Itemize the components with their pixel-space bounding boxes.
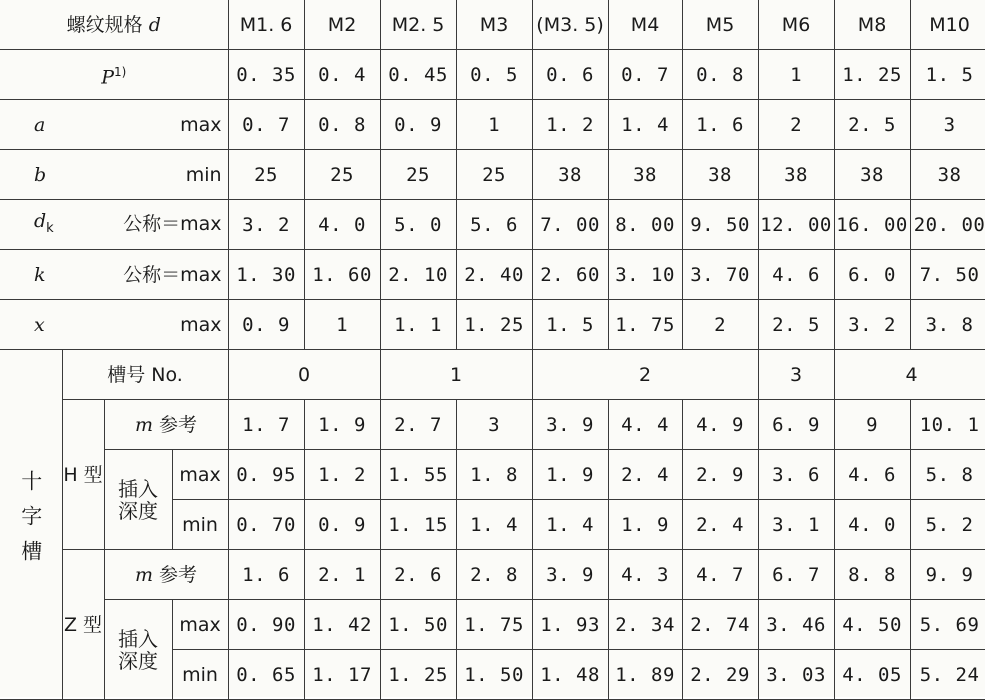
h-m-value: 3 xyxy=(456,400,532,450)
k-value: 1. 30 xyxy=(228,250,304,300)
h-m-value: 4. 4 xyxy=(608,400,682,450)
z-min-value: 1. 89 xyxy=(608,650,682,700)
k-label-cell xyxy=(0,250,228,300)
spec-label-cell xyxy=(0,0,228,50)
h-m-value: 10. 1 xyxy=(910,400,985,450)
x-value: 2 xyxy=(682,300,758,350)
z-max-value: 3. 46 xyxy=(758,600,834,650)
size-header: M2. 5 xyxy=(380,0,456,50)
pitch-value: 0. 35 xyxy=(228,50,304,100)
k-value: 2. 60 xyxy=(532,250,608,300)
h-min-value: 0. 9 xyxy=(304,500,380,550)
a-value: 0. 9 xyxy=(380,100,456,150)
dk-value: 20. 00 xyxy=(910,200,985,250)
b-value: 38 xyxy=(834,150,910,200)
k-value: 2. 40 xyxy=(456,250,532,300)
z-max-value: 1. 50 xyxy=(380,600,456,650)
h-m-value: 1. 7 xyxy=(228,400,304,450)
z-type-label: Z 型 xyxy=(63,613,103,636)
dk-value: 7. 00 xyxy=(532,200,608,250)
z-max-value: 4. 50 xyxy=(834,600,910,650)
b-value: 38 xyxy=(758,150,834,200)
z-min-value: 1. 50 xyxy=(456,650,532,700)
z-m-value: 2. 1 xyxy=(304,550,380,600)
h-m-suffix: 参考 xyxy=(159,413,198,436)
h-min-value: 1. 9 xyxy=(608,500,682,550)
z-min-label: min xyxy=(172,650,228,700)
row-dk xyxy=(0,200,985,250)
z-type-label-cell xyxy=(62,550,104,700)
b-value: 25 xyxy=(304,150,380,200)
pitch-value: 1 xyxy=(758,50,834,100)
h-max-value: 1. 2 xyxy=(304,450,380,500)
size-header: M6 xyxy=(758,0,834,50)
z-min-value: 0. 65 xyxy=(228,650,304,700)
pitch-value: 0. 6 xyxy=(532,50,608,100)
x-value: 3. 2 xyxy=(834,300,910,350)
h-min-value: 1. 15 xyxy=(380,500,456,550)
header-row xyxy=(0,0,985,50)
z-m-value: 1. 6 xyxy=(228,550,304,600)
a-value: 2. 5 xyxy=(834,100,910,150)
z-max-value: 1. 93 xyxy=(532,600,608,650)
size-header: M4 xyxy=(608,0,682,50)
z-min-value: 3. 03 xyxy=(758,650,834,700)
z-m-value: 3. 9 xyxy=(532,550,608,600)
a-value: 3 xyxy=(910,100,985,150)
z-min-value: 1. 48 xyxy=(532,650,608,700)
h-max-value: 3. 6 xyxy=(758,450,834,500)
k-value: 4. 6 xyxy=(758,250,834,300)
h-min-value: 2. 4 xyxy=(682,500,758,550)
k-symbol: k xyxy=(34,263,46,286)
slot-number: 3 xyxy=(758,350,834,400)
h-m-label-cell xyxy=(104,400,228,450)
k-value: 3. 70 xyxy=(682,250,758,300)
row-b xyxy=(0,150,985,200)
row-h-max xyxy=(0,450,985,500)
cross-recess-label-cell xyxy=(0,350,62,700)
z-m-value: 2. 8 xyxy=(456,550,532,600)
z-depth-label-2: 深度 xyxy=(118,648,158,673)
z-min-value: 4. 05 xyxy=(834,650,910,700)
z-depth-label-cell xyxy=(104,600,172,700)
h-min-label: min xyxy=(172,500,228,550)
pitch-value: 0. 45 xyxy=(380,50,456,100)
h-m-value: 9 xyxy=(834,400,910,450)
x-label-cell xyxy=(0,300,228,350)
z-min-value: 5. 24 xyxy=(910,650,985,700)
size-header: M10 xyxy=(910,0,985,50)
pitch-value: 0. 4 xyxy=(304,50,380,100)
dk-value: 5. 6 xyxy=(456,200,532,250)
x-symbol: x xyxy=(34,313,45,336)
h-max-value: 2. 9 xyxy=(682,450,758,500)
h-depth-label-1: 插入 xyxy=(118,476,158,501)
h-max-value: 1. 8 xyxy=(456,450,532,500)
a-value: 1 xyxy=(456,100,532,150)
b-value: 38 xyxy=(910,150,985,200)
pitch-value: 1. 5 xyxy=(910,50,985,100)
z-min-value: 1. 25 xyxy=(380,650,456,700)
z-m-value: 6. 7 xyxy=(758,550,834,600)
pitch-footnote: 1) xyxy=(114,64,127,79)
b-value: 25 xyxy=(380,150,456,200)
b-value: 38 xyxy=(608,150,682,200)
dk-symbol: d xyxy=(34,209,47,232)
row-x xyxy=(0,300,985,350)
a-value: 0. 8 xyxy=(304,100,380,150)
z-m-symbol: m xyxy=(134,563,153,586)
h-max-value: 0. 95 xyxy=(228,450,304,500)
a-value: 0. 7 xyxy=(228,100,304,150)
h-min-value: 3. 1 xyxy=(758,500,834,550)
pitch-value: 0. 8 xyxy=(682,50,758,100)
x-value: 1 xyxy=(304,300,380,350)
a-symbol: a xyxy=(34,113,46,136)
row-h-m xyxy=(0,400,985,450)
pitch-value: 0. 7 xyxy=(608,50,682,100)
h-max-value: 1. 55 xyxy=(380,450,456,500)
dk-subscript: k xyxy=(46,220,54,236)
z-max-value: 2. 74 xyxy=(682,600,758,650)
dk-label-cell xyxy=(0,200,228,250)
a-qualifier: max xyxy=(180,113,222,136)
h-m-value: 1. 9 xyxy=(304,400,380,450)
k-qualifier: 公称＝max xyxy=(123,263,222,286)
h-min-value: 4. 0 xyxy=(834,500,910,550)
k-value: 2. 10 xyxy=(380,250,456,300)
z-max-value: 1. 42 xyxy=(304,600,380,650)
z-m-value: 4. 7 xyxy=(682,550,758,600)
z-m-suffix: 参考 xyxy=(159,563,198,586)
x-value: 1. 25 xyxy=(456,300,532,350)
z-m-value: 2. 6 xyxy=(380,550,456,600)
h-m-value: 6. 9 xyxy=(758,400,834,450)
slot-number: 0 xyxy=(228,350,380,400)
h-max-value: 4. 6 xyxy=(834,450,910,500)
h-min-value: 0. 70 xyxy=(228,500,304,550)
a-value: 1. 4 xyxy=(608,100,682,150)
z-depth-label-1: 插入 xyxy=(118,626,158,651)
h-min-value: 1. 4 xyxy=(456,500,532,550)
h-m-value: 2. 7 xyxy=(380,400,456,450)
row-pitch xyxy=(0,50,985,100)
b-symbol: b xyxy=(34,163,47,186)
z-min-value: 2. 29 xyxy=(682,650,758,700)
h-max-label: max xyxy=(172,450,228,500)
pitch-label-cell xyxy=(0,50,228,100)
slot-number: 1 xyxy=(380,350,532,400)
dk-value: 4. 0 xyxy=(304,200,380,250)
dk-value: 3. 2 xyxy=(228,200,304,250)
h-min-value: 1. 4 xyxy=(532,500,608,550)
z-max-value: 5. 69 xyxy=(910,600,985,650)
row-slot-number xyxy=(0,350,985,400)
z-max-value: 0. 90 xyxy=(228,600,304,650)
x-qualifier: max xyxy=(180,313,222,336)
z-m-label-cell xyxy=(104,550,228,600)
a-label-cell xyxy=(0,100,228,150)
b-qualifier: min xyxy=(185,163,222,186)
size-header: M8 xyxy=(834,0,910,50)
k-value: 1. 60 xyxy=(304,250,380,300)
k-value: 6. 0 xyxy=(834,250,910,300)
x-value: 1. 75 xyxy=(608,300,682,350)
dk-value: 8. 00 xyxy=(608,200,682,250)
slot-label: 槽号 No. xyxy=(107,363,183,386)
b-value: 25 xyxy=(228,150,304,200)
z-max-value: 2. 34 xyxy=(608,600,682,650)
dk-qualifier: 公称＝max xyxy=(123,213,222,236)
h-max-value: 1. 9 xyxy=(532,450,608,500)
k-value: 7. 50 xyxy=(910,250,985,300)
k-value: 3. 10 xyxy=(608,250,682,300)
size-header: M1. 6 xyxy=(228,0,304,50)
a-value: 1. 6 xyxy=(682,100,758,150)
row-z-max xyxy=(0,600,985,650)
cross-recess-label: 十字槽 xyxy=(18,469,43,575)
x-value: 3. 8 xyxy=(910,300,985,350)
dk-value: 9. 50 xyxy=(682,200,758,250)
a-value: 2 xyxy=(758,100,834,150)
dk-value: 16. 00 xyxy=(834,200,910,250)
h-m-value: 3. 9 xyxy=(532,400,608,450)
z-m-value: 9. 9 xyxy=(910,550,985,600)
dk-value: 5. 0 xyxy=(380,200,456,250)
b-label-cell xyxy=(0,150,228,200)
x-value: 1. 5 xyxy=(532,300,608,350)
row-a xyxy=(0,100,985,150)
x-value: 1. 1 xyxy=(380,300,456,350)
h-type-label-cell xyxy=(62,400,104,550)
spec-label: 螺纹规格 xyxy=(66,13,143,36)
h-m-symbol: m xyxy=(134,413,153,436)
pitch-symbol: P xyxy=(101,66,114,89)
b-value: 38 xyxy=(532,150,608,200)
h-depth-label-2: 深度 xyxy=(118,498,158,523)
size-header: M3 xyxy=(456,0,532,50)
size-header: M2 xyxy=(304,0,380,50)
row-k xyxy=(0,250,985,300)
z-m-value: 4. 3 xyxy=(608,550,682,600)
h-max-value: 2. 4 xyxy=(608,450,682,500)
size-header: (M3. 5) xyxy=(532,0,608,50)
b-value: 38 xyxy=(682,150,758,200)
row-z-m xyxy=(0,550,985,600)
size-header: M5 xyxy=(682,0,758,50)
slot-number: 2 xyxy=(532,350,758,400)
dk-value: 12. 00 xyxy=(758,200,834,250)
slot-label-cell xyxy=(62,350,228,400)
x-value: 0. 9 xyxy=(228,300,304,350)
h-type-label: H 型 xyxy=(63,463,103,486)
spec-symbol: d xyxy=(148,13,161,36)
z-max-value: 1. 75 xyxy=(456,600,532,650)
z-max-label: max xyxy=(172,600,228,650)
pitch-value: 0. 5 xyxy=(456,50,532,100)
h-min-value: 5. 2 xyxy=(910,500,985,550)
z-min-value: 1. 17 xyxy=(304,650,380,700)
a-value: 1. 2 xyxy=(532,100,608,150)
h-max-value: 5. 8 xyxy=(910,450,985,500)
z-m-value: 8. 8 xyxy=(834,550,910,600)
b-value: 25 xyxy=(456,150,532,200)
pitch-value: 1. 25 xyxy=(834,50,910,100)
slot-number: 4 xyxy=(834,350,985,400)
h-m-value: 4. 9 xyxy=(682,400,758,450)
h-depth-label-cell xyxy=(104,450,172,550)
x-value: 2. 5 xyxy=(758,300,834,350)
